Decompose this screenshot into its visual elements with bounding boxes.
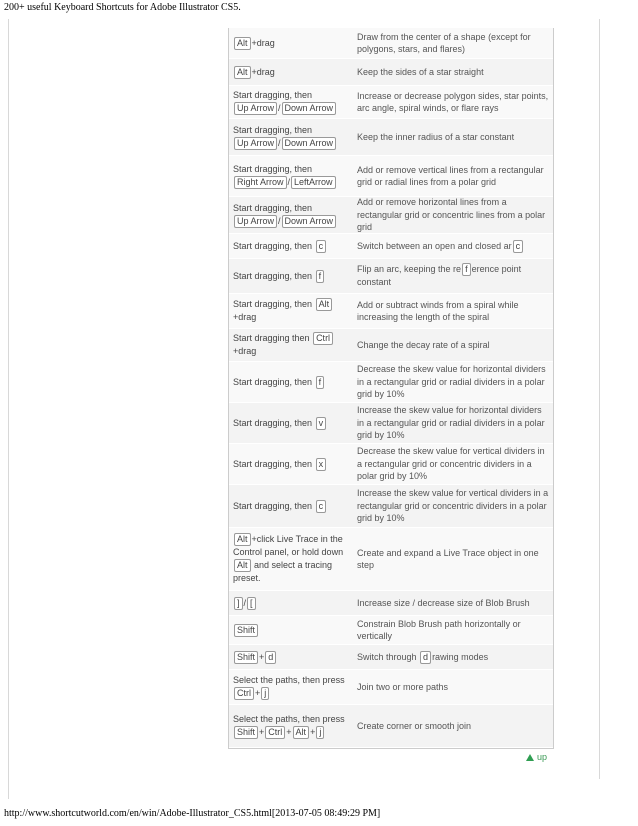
text-fragment: rawing modes: [432, 651, 489, 662]
shortcut-description-cell: [353, 645, 553, 669]
shortcut-description-cell: [353, 444, 553, 484]
text-fragment: Start dragging, then: [233, 299, 315, 309]
key-cap: d: [420, 651, 431, 664]
text-fragment: Create corner or smooth join: [357, 720, 472, 731]
shortcut-description-cell: [353, 59, 553, 85]
shortcut-keys-text: [233, 240, 327, 253]
text-fragment: Start dragging, then: [233, 240, 315, 251]
shortcut-keys-cell: [229, 705, 353, 747]
shortcut-description-cell: [353, 86, 553, 118]
text-fragment: Add or remove horizontal lines from a rectangular grid or concentric lines from a polar grid: [357, 197, 546, 233]
shortcut-description-text: [357, 66, 484, 79]
key-cap: f: [316, 376, 325, 389]
key-cap: v: [316, 417, 327, 430]
shortcut-keys-text: [233, 202, 353, 228]
shortcut-keys-cell: [229, 528, 353, 590]
shortcut-table: [228, 28, 554, 749]
shortcut-description-cell: [353, 119, 553, 155]
shortcut-keys-text: [233, 533, 353, 585]
text-fragment: Keep the sides of a star straight: [357, 66, 484, 77]
shortcut-keys-cell: [229, 670, 353, 704]
text-fragment: Select the paths, then press: [233, 714, 345, 724]
shortcut-description-cell: [353, 485, 553, 527]
text-fragment: Change the decay rate of a spiral: [357, 339, 490, 350]
text-fragment: erence point constant: [357, 264, 522, 288]
shortcut-description-text: [357, 651, 488, 664]
text-fragment: Flip an arc, keeping the re: [357, 264, 462, 275]
shortcut-row: [229, 28, 553, 59]
text-fragment: Switch between an open and closed ar: [357, 240, 512, 251]
text-fragment: +click Live Trace in the Control panel, or hold down: [233, 534, 344, 557]
shortcut-row: [229, 616, 553, 645]
shortcut-keys-text: [233, 417, 327, 430]
shortcut-keys-text: [233, 270, 325, 283]
key-cap: c: [316, 240, 327, 253]
shortcut-keys-text: [233, 298, 353, 324]
key-cap: j: [316, 726, 324, 739]
key-cap: Ctrl: [265, 726, 285, 739]
shortcut-description-text: [357, 164, 551, 189]
text-fragment: Create and expand a Live Trace object in one step: [357, 547, 539, 570]
text-fragment: +drag: [233, 312, 257, 322]
shortcut-description-cell: [353, 234, 553, 258]
text-fragment: +: [259, 727, 265, 737]
page-footer-url: http://www.shortcutworld.com/en/win/Adobe-Illustrator_CS5.html[2013-07-05 08:49:29 PM]: [4, 808, 381, 819]
shortcut-row: [229, 403, 553, 444]
text-fragment: Keep the inner radius of a star constant: [357, 131, 515, 142]
text-fragment: +: [286, 727, 292, 737]
key-cap: [: [247, 597, 256, 610]
key-cap: Down Arrow: [282, 215, 337, 228]
shortcut-keys-cell: [229, 119, 353, 155]
shortcut-keys-text: [233, 624, 259, 637]
shortcut-row: [229, 591, 553, 616]
text-fragment: /: [243, 597, 247, 608]
text-fragment: Start dragging, then: [233, 500, 315, 511]
shortcut-keys-cell: [229, 28, 353, 58]
shortcut-keys-text: [233, 89, 353, 115]
text-fragment: +drag: [251, 66, 275, 77]
text-fragment: Add or subtract winds from a spiral while increasing the length of the spiral: [357, 299, 519, 322]
frame-right-border: [599, 19, 600, 779]
shortcut-row: [229, 705, 553, 748]
shortcut-description-cell: [353, 197, 553, 233]
shortcut-description-cell: [353, 362, 553, 402]
shortcut-description-text: [357, 196, 551, 234]
shortcut-keys-cell: [229, 444, 353, 484]
text-fragment: Increase the skew value for vertical dividers in a rectangular grid or concentric dividers in a polar grid by 10%: [357, 488, 549, 524]
key-cap: Up Arrow: [234, 137, 277, 150]
key-cap: Alt: [234, 533, 251, 546]
key-cap: Up Arrow: [234, 215, 277, 228]
text-fragment: Increase size / decrease size of Blob Brush: [357, 597, 530, 608]
key-cap: d: [265, 651, 276, 664]
shortcut-keys-cell: [229, 234, 353, 258]
shortcut-description-text: [357, 681, 448, 694]
text-fragment: +: [310, 727, 316, 737]
shortcut-description-cell: [353, 616, 553, 644]
key-cap: ]: [234, 597, 243, 610]
shortcut-keys-text: [233, 713, 353, 739]
shortcut-keys-cell: [229, 259, 353, 293]
shortcut-keys-cell: [229, 362, 353, 402]
key-cap: Down Arrow: [282, 102, 337, 115]
key-cap: x: [316, 458, 327, 471]
shortcut-description-cell: [353, 528, 553, 590]
shortcut-keys-text: [233, 163, 353, 189]
shortcut-row: [229, 645, 553, 670]
text-fragment: and select a tracing preset.: [233, 560, 333, 583]
shortcut-row: [229, 294, 553, 329]
shortcut-description-text: [357, 31, 551, 56]
shortcut-row: [229, 197, 553, 234]
shortcut-keys-text: [233, 674, 353, 700]
shortcut-keys-text: [233, 651, 277, 664]
key-cap: Ctrl: [234, 687, 254, 700]
up-link[interactable]: [526, 752, 547, 762]
key-cap: Down Arrow: [282, 137, 337, 150]
text-fragment: Join two or more paths: [357, 681, 449, 692]
text-fragment: +drag: [251, 37, 275, 48]
shortcut-row: [229, 86, 553, 119]
shortcut-keys-text: [233, 376, 325, 389]
shortcut-row: [229, 670, 553, 705]
shortcut-row: [229, 444, 553, 485]
page-header-title: 200+ useful Keyboard Shortcuts for Adobe Illustrator CS5.: [4, 2, 241, 13]
text-fragment: Decrease the skew value for horizontal dividers in a rectangular grid or radial dividers in a polar grid by 10%: [357, 364, 546, 400]
text-fragment: Start dragging, then: [233, 90, 313, 100]
shortcut-description-cell: [353, 156, 553, 196]
text-fragment: Start dragging, then: [233, 164, 313, 174]
shortcut-keys-text: [233, 458, 327, 471]
shortcut-row: [229, 528, 553, 591]
shortcut-keys-cell: [229, 403, 353, 443]
key-cap: Alt: [293, 726, 310, 739]
frame-left-border: [8, 19, 9, 799]
shortcut-description-cell: [353, 329, 553, 361]
shortcut-description-text: [357, 720, 471, 733]
shortcut-description-text: [357, 363, 551, 401]
shortcut-description-text: [357, 445, 551, 483]
key-cap: Alt: [234, 66, 251, 79]
key-cap: Alt: [234, 559, 251, 572]
shortcut-description-cell: [353, 28, 553, 58]
text-fragment: Increase the skew value for horizontal dividers in a rectangular grid or radial dividers in a polar grid by 10%: [357, 405, 545, 441]
key-cap: c: [316, 500, 327, 513]
shortcut-keys-text: [233, 597, 257, 610]
shortcut-description-text: [357, 240, 524, 253]
shortcut-keys-text: [233, 332, 353, 358]
up-link-label: up: [537, 752, 548, 762]
shortcut-description-text: [357, 299, 551, 324]
shortcut-description-cell: [353, 705, 553, 747]
shortcut-description-text: [357, 618, 551, 643]
up-arrow-icon: [526, 754, 534, 761]
text-fragment: Add or remove vertical lines from a rectangular grid or radial lines from a polar grid: [357, 164, 544, 187]
shortcut-description-cell: [353, 591, 553, 615]
text-fragment: Start dragging, then: [233, 417, 315, 428]
shortcut-keys-cell: [229, 294, 353, 328]
shortcut-keys-text: [233, 124, 353, 150]
shortcut-description-text: [357, 597, 530, 610]
text-fragment: Draw from the center of a shape (except for polygons, stars, and flares): [357, 31, 531, 54]
text-fragment: Start dragging, then: [233, 458, 315, 469]
text-fragment: Decrease the skew value for vertical dividers in a rectangular grid or concentric dividers in a polar grid by 10%: [357, 446, 545, 482]
text-fragment: Start dragging, then: [233, 125, 313, 135]
text-fragment: Constrain Blob Brush path horizontally or vertically: [357, 618, 521, 641]
key-cap: f: [316, 270, 325, 283]
text-fragment: Select the paths, then press: [233, 675, 345, 685]
shortcut-row: [229, 119, 553, 156]
text-fragment: Switch through: [357, 651, 420, 662]
key-cap: Shift: [234, 624, 258, 637]
shortcut-description-text: [357, 339, 490, 352]
shortcut-keys-cell: [229, 329, 353, 361]
shortcut-description-text: [357, 487, 551, 525]
shortcut-keys-cell: [229, 485, 353, 527]
text-fragment: /: [278, 216, 281, 226]
shortcut-row: [229, 59, 553, 86]
shortcut-keys-text: [233, 37, 275, 50]
text-fragment: Start dragging, then: [233, 270, 315, 281]
shortcut-keys-cell: [229, 645, 353, 669]
text-fragment: /: [287, 177, 291, 187]
key-cap: f: [462, 263, 471, 276]
key-cap: Alt: [316, 298, 333, 311]
shortcut-keys-cell: [229, 591, 353, 615]
text-fragment: /: [278, 138, 281, 148]
text-fragment: /: [278, 103, 281, 113]
shortcut-description-cell: [353, 294, 553, 328]
key-cap: Ctrl: [313, 332, 333, 345]
text-fragment: Start dragging, then: [233, 376, 315, 387]
key-cap: Shift: [234, 651, 258, 664]
shortcut-description-text: [357, 90, 551, 115]
key-cap: LeftArrow: [291, 176, 336, 189]
text-fragment: +drag: [233, 346, 257, 356]
shortcut-description-cell: [353, 670, 553, 704]
shortcut-description-cell: [353, 259, 553, 293]
key-cap: Shift: [234, 726, 258, 739]
shortcut-row: [229, 362, 553, 403]
key-cap: c: [513, 240, 524, 253]
text-fragment: +: [259, 651, 265, 662]
text-fragment: Start dragging, then: [233, 203, 313, 213]
shortcut-description-text: [357, 547, 551, 572]
shortcut-keys-cell: [229, 197, 353, 233]
key-cap: Up Arrow: [234, 102, 277, 115]
shortcut-keys-cell: [229, 616, 353, 644]
shortcut-description-text: [357, 131, 514, 144]
shortcut-keys-text: [233, 500, 327, 513]
text-fragment: Start dragging then: [233, 333, 313, 343]
shortcut-row: [229, 329, 553, 362]
key-cap: Alt: [234, 37, 251, 50]
key-cap: Right Arrow: [234, 176, 287, 189]
shortcut-description-cell: [353, 403, 553, 443]
shortcut-description-text: [357, 263, 551, 289]
shortcut-row: [229, 234, 553, 259]
shortcut-keys-text: [233, 66, 275, 79]
text-fragment: Increase or decrease polygon sides, star points, arc angle, spiral winds, or flare rays: [357, 90, 549, 113]
shortcut-description-text: [357, 404, 551, 442]
shortcut-keys-cell: [229, 86, 353, 118]
key-cap: j: [261, 687, 269, 700]
shortcut-row: [229, 156, 553, 197]
shortcut-keys-cell: [229, 59, 353, 85]
shortcut-keys-cell: [229, 156, 353, 196]
text-fragment: +: [255, 688, 261, 698]
shortcut-row: [229, 259, 553, 294]
shortcut-row: [229, 485, 553, 528]
